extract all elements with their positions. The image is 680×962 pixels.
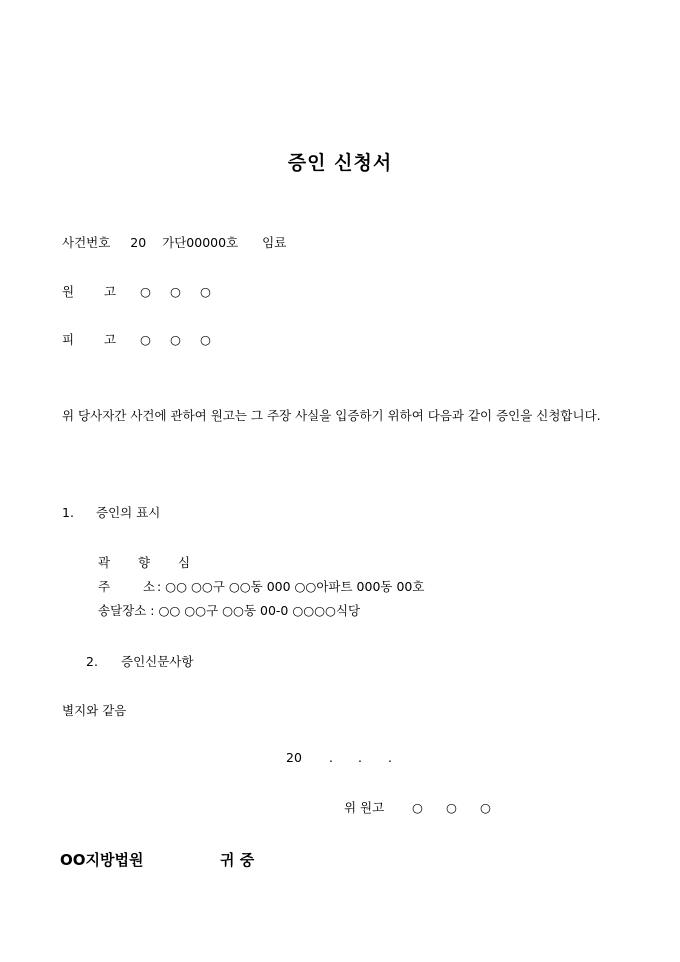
witness-name-char: 심: [178, 555, 191, 570]
signature-row: [344, 798, 491, 816]
section1-number: 1.: [62, 505, 74, 520]
defendant-circle: ○: [170, 332, 181, 347]
section2-heading: 증인신문사항: [121, 654, 194, 669]
witness-name-char: 곽: [98, 555, 111, 570]
page-title: 증인 신청서: [287, 152, 393, 174]
defendant-row: [62, 330, 211, 348]
delivery-label: 송달장소: [98, 603, 147, 618]
signature-label: 위 원고: [344, 800, 385, 815]
defendant-label-1: 피: [62, 332, 75, 347]
date-year: 20: [286, 750, 302, 765]
defendant-circle: ○: [140, 332, 151, 347]
case-number-row: [62, 233, 286, 251]
attachment-note: 별지와 같음: [62, 703, 127, 718]
signature-circle: ○: [412, 800, 423, 815]
plaintiff-label-2: 고: [104, 284, 117, 299]
intro-paragraph: 위 당사자간 사건에 관하여 원고는 그 주장 사실을 입증하기 위하여 다음과 같이 증인을 신청합니다.: [62, 408, 601, 423]
witness-name-char: 향: [138, 555, 151, 570]
plaintiff-circle: ○: [200, 284, 211, 299]
witness-name-row: [98, 553, 190, 571]
witness-delivery-row: [98, 601, 360, 619]
witness-address-row: [98, 577, 424, 595]
case-name: 임료: [262, 235, 287, 250]
plaintiff-circle: ○: [140, 284, 151, 299]
section2-heading-row: [86, 652, 193, 670]
address-label-char: 소: [143, 579, 156, 594]
date-dot: .: [329, 750, 333, 765]
court-name: OO지방법원: [60, 851, 144, 869]
date-dot: .: [388, 750, 392, 765]
plaintiff-circle: ○: [170, 284, 181, 299]
plaintiff-row: [62, 282, 211, 300]
court-suffix: 귀 중: [220, 851, 255, 869]
case-number: 가단00000호: [162, 235, 239, 250]
delivery-value: : ○○ ○○구 ○○동 00-0 ○○○○식당: [150, 603, 361, 618]
date-row: [286, 750, 392, 765]
defendant-label-2: 고: [104, 332, 117, 347]
case-label: 사건번호: [62, 235, 111, 250]
address-value: : ○○ ○○구 ○○동 000 ○○아파트 000동 00호: [157, 579, 425, 594]
signature-circle: ○: [480, 800, 491, 815]
case-year: 20: [130, 235, 147, 250]
address-label-char: 주: [98, 579, 111, 594]
section1-heading-row: [62, 503, 160, 521]
section2-number: 2.: [86, 654, 98, 669]
section1-heading: 증인의 표시: [96, 505, 161, 520]
signature-circle: ○: [446, 800, 457, 815]
defendant-circle: ○: [200, 332, 211, 347]
plaintiff-label-1: 원: [62, 284, 75, 299]
date-dot: .: [358, 750, 362, 765]
